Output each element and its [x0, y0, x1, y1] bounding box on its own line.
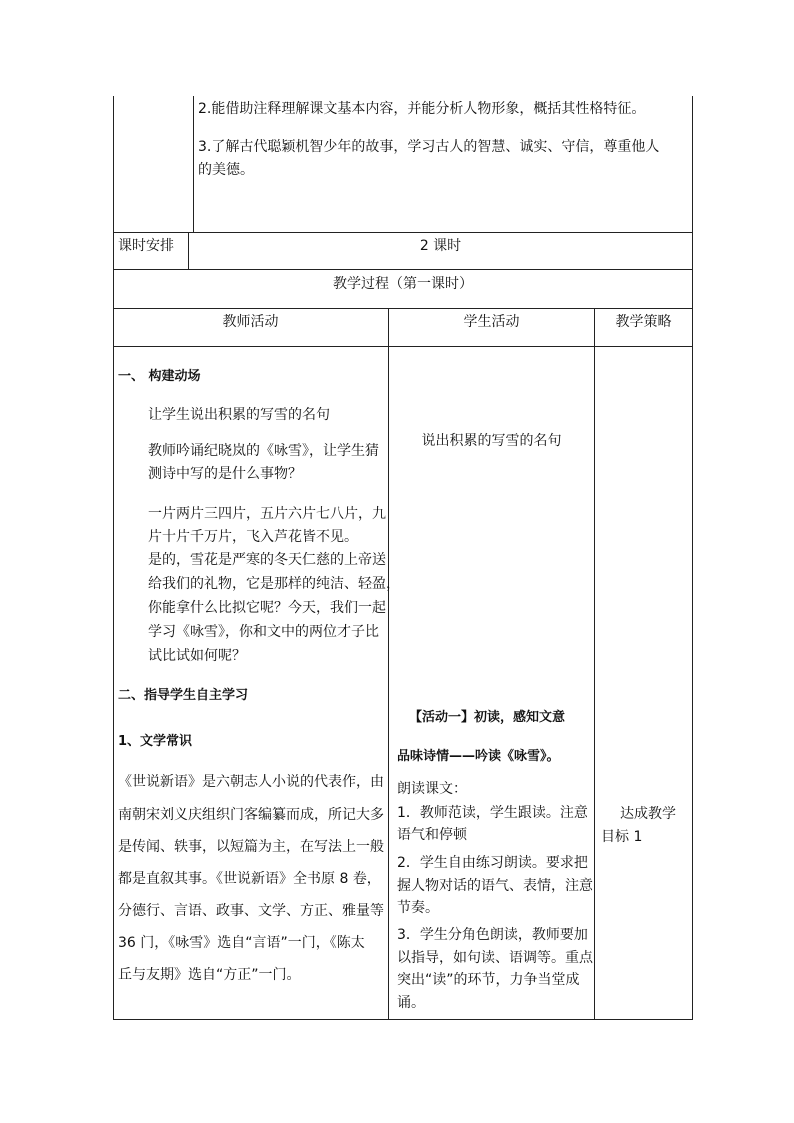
column-divider-2 [594, 308, 595, 1020]
row-line-1 [113, 232, 693, 233]
student-r2-line2: 握人物对话的语气、表情，注意 [397, 878, 593, 894]
teacher-p2-line2: 测诗中写的是什么事物？ [148, 466, 302, 482]
teacher-p5-line2: 南朝宋刘义庆组织门客编纂而成，所记大多 [118, 807, 384, 823]
teacher-sub-1-title: 1、文学常识 [118, 734, 193, 749]
teacher-section-2-title: 二、指导学生自主学习 [118, 688, 249, 703]
column-divider-1 [388, 308, 389, 1020]
teacher-p1: 让学生说出积累的写雪的名句 [148, 407, 330, 423]
table-border-left [113, 96, 114, 1020]
teacher-p5-line3: 是传闻、轶事，以短篇为主，在写法上一般 [118, 839, 384, 855]
student-r2-line1: 2．学生自由练习朗读。要求把 [397, 855, 588, 871]
teacher-p5-line7: 丘与友期》选自“方正”一门。 [118, 967, 301, 983]
student-activity-1-title: 【活动一】初读，感知文意 [409, 710, 566, 725]
objectives-divider [193, 96, 194, 233]
student-r3-line3: 突出“读”的环节，力争当堂成 [397, 972, 580, 988]
schedule-value: 2 课时 [419, 238, 462, 254]
table-border-bottom [113, 1019, 693, 1020]
header-strategy: 教学策略 [615, 314, 672, 330]
teacher-p5-line1: 《世说新语》是六朝志人小说的代表作，由 [118, 774, 384, 790]
strategy-line1: 达成教学 [620, 806, 676, 822]
row-line-4 [113, 346, 693, 347]
student-r1-line1: 1．教师范读，学生跟读。注意 [397, 805, 588, 821]
objective-3-line1: 3.了解古代聪颖机智少年的故事，学习古人的智慧、诚实、守信，尊重他人 [198, 139, 660, 155]
strategy-line2: 目标 1 [601, 829, 643, 845]
student-activity-1-sub: 品味诗情——吟读《咏雪》。 [397, 749, 560, 764]
student-r3-line1: 3．学生分角色朗读，教师要加 [397, 927, 588, 943]
student-s1: 说出积累的写雪的名句 [421, 433, 562, 449]
teacher-p4-line1: 是的，雪花是严寒的冬天仁慈的上帝送 [148, 552, 386, 568]
objective-2: 2.能借助注释理解课文基本内容，并能分析人物形象，概括其性格特征。 [198, 101, 646, 117]
teacher-p4-line5: 试比试如何呢？ [148, 648, 246, 664]
header-student: 学生活动 [463, 314, 520, 330]
row-line-2 [113, 269, 693, 270]
student-read-title: 朗读课文： [397, 781, 467, 797]
table-border-right [692, 96, 693, 1020]
header-teacher: 教师活动 [222, 314, 279, 330]
teacher-p4-line4: 学习《咏雪》，你和文中的两位才子比 [148, 624, 379, 640]
schedule-label: 课时安排 [118, 238, 174, 254]
teacher-p4-line2: 给我们的礼物，它是那样的纯洁、轻盈， [148, 576, 400, 592]
teacher-p5-line6: 36 门，《咏雪》选自“言语”一门，《陈太 [118, 935, 365, 951]
objective-3-line2: 的美德。 [198, 162, 254, 178]
teacher-p2-line1: 教师吟诵纪晓岚的《咏雪》，让学生猜 [148, 443, 379, 459]
teacher-section-1-title: 一、 构建动场 [118, 369, 201, 384]
teacher-p4-line3: 你能拿什么比拟它呢？今天，我们一起 [148, 600, 386, 616]
row-line-3 [113, 308, 693, 309]
student-r3-line4: 诵。 [397, 995, 425, 1011]
student-r2-line3: 节奏。 [397, 900, 439, 916]
teacher-p3-line1: 一片两片三四片，五片六片七八片，九 [148, 506, 386, 522]
student-r3-line2: 以指导，如句读、语调等。重点 [397, 950, 593, 966]
teacher-p3-line2: 片十片千万片，飞入芦花皆不见。 [148, 529, 358, 545]
teacher-p5-line5: 分德行、言语、政事、文学、方正、雅量等 [118, 903, 384, 919]
process-title: 教学过程（第一课时） [333, 276, 473, 292]
student-r1-line2: 语气和停顿 [397, 827, 467, 843]
teacher-p5-line4: 都是直叙其事。《世说新语》全书原 8 卷， [118, 871, 381, 887]
